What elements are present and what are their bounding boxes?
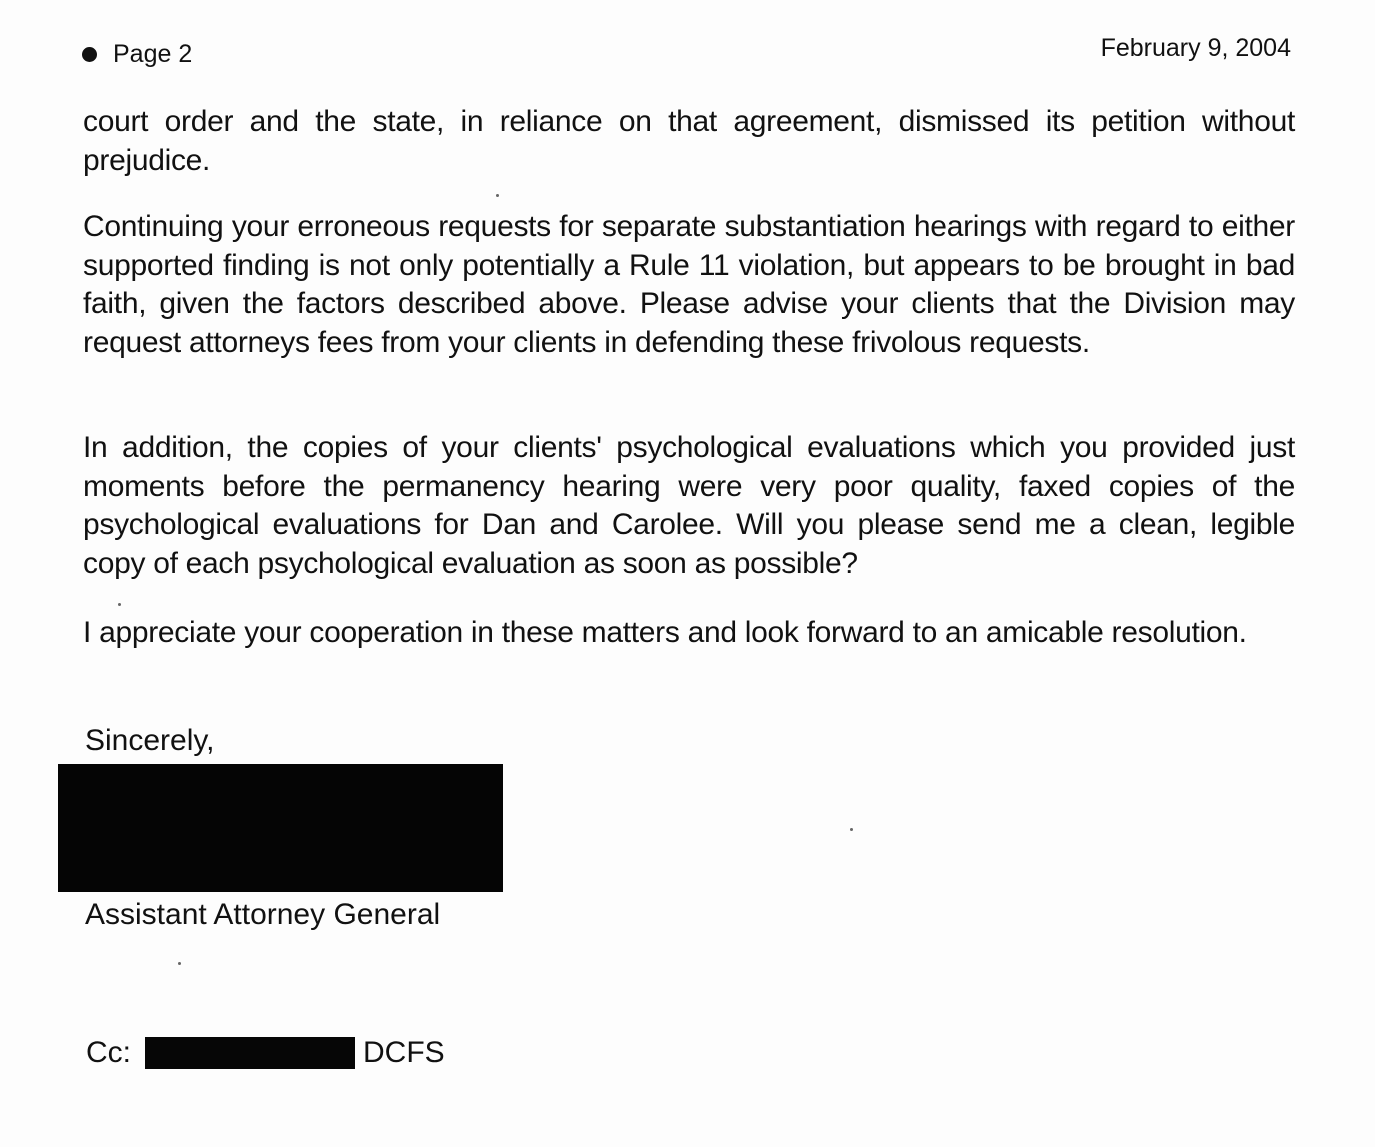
cc-line <box>86 1036 445 1070</box>
paragraph-1: court order and the state, in reliance on that agreement, dismissed its petition without prejudice. <box>83 105 1295 177</box>
cc-label: Cc: <box>86 1036 131 1069</box>
cc-redaction-block <box>145 1037 355 1069</box>
bullet-icon <box>82 47 97 62</box>
page-number-header <box>82 40 192 69</box>
page-label: Page 2 <box>113 40 193 68</box>
cc-suffix: DCFS <box>363 1036 445 1069</box>
paragraph-3: In addition, the copies of your clients' psychological evaluations which you provided just moments before the permanency hearing were very poor quality, faxed copies of the psychological evaluations for Dan and Carolee. Will you please send me a clean, legible copy of each psychological evaluation as soon as possible? <box>83 431 1295 580</box>
letter-date: February 9, 2004 <box>1100 34 1291 62</box>
scan-speck <box>496 194 499 197</box>
scan-speck <box>178 962 181 965</box>
paragraph-2: Continuing your erroneous requests for separate substantiation hearings with regard to either supported finding is not only potentially a Rule 11 violation, but appears to be brought in bad faith, given the factors described above. Please advise your clients that the Division may request attorneys fees from your clients in defending these frivolous requests. <box>83 210 1295 359</box>
scan-speck <box>118 603 121 606</box>
signer-title: Assistant Attorney General <box>85 898 441 931</box>
signature-redaction-block <box>58 764 503 892</box>
paragraph-4: I appreciate your cooperation in these matters and look forward to an amicable resolution. <box>83 616 1247 649</box>
scan-speck <box>850 828 853 831</box>
closing-salutation: Sincerely, <box>85 724 215 757</box>
